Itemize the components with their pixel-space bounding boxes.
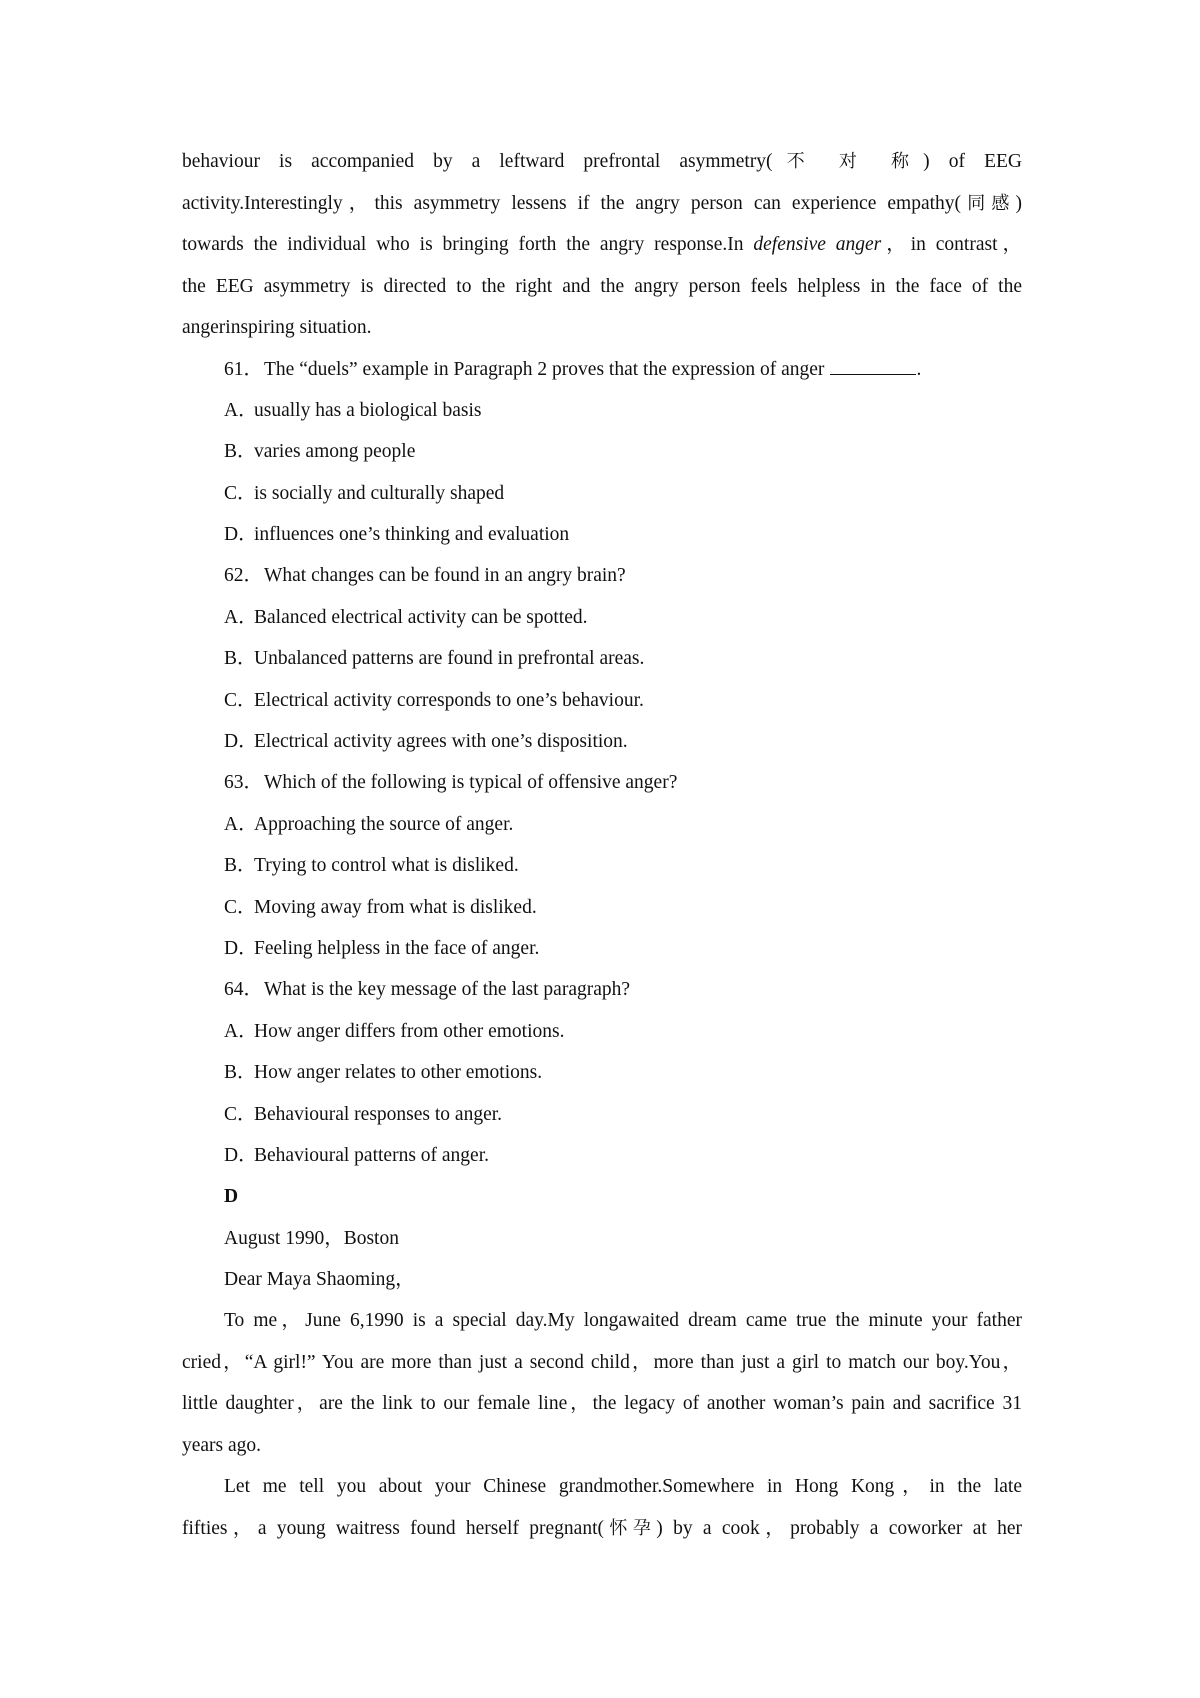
page-content xyxy=(182,141,1022,1549)
option-a: A．Approaching the source of anger. xyxy=(224,813,514,835)
option-b: B．Trying to control what is disliked. xyxy=(224,855,519,877)
question-stem: 61．The “duels” example in Paragraph 2 proves that the expression of anger . xyxy=(224,358,922,380)
question-stem: 64．What is the key message of the last paragraph? xyxy=(224,979,631,1001)
option-b: B．How anger relates to other emotions. xyxy=(224,1062,543,1084)
option-c: C．Moving away from what is disliked. xyxy=(224,896,537,918)
question-stem: 62．What changes can be found in an angry brain? xyxy=(224,565,626,587)
option-c: C．Electrical activity corresponds to one’s behaviour. xyxy=(224,689,644,711)
emphasis-text: defensive anger xyxy=(753,234,882,255)
passage-d xyxy=(182,1176,1022,1549)
paragraph-line: years ago. xyxy=(182,1434,262,1456)
passage-c-tail xyxy=(182,141,1022,349)
paragraph-line: little daughter，are the link to our female line，the legacy of another woman’s pain and sacrifice 31 xyxy=(182,1393,1022,1415)
question-61 xyxy=(182,349,1022,556)
option-b: B．varies among people xyxy=(224,441,416,463)
section-label: D xyxy=(224,1186,239,1208)
paragraph-line: Let me tell you about your Chinese grandmother.Somewhere in Hong Kong，in the late xyxy=(224,1476,1022,1498)
question-stem: 63．Which of the following is typical of offensive anger? xyxy=(224,772,678,794)
option-b: B．Unbalanced patterns are found in prefrontal areas. xyxy=(224,648,645,670)
paragraph-line: angerinspiring situation. xyxy=(182,317,372,338)
paragraph-line: activity.Interestingly，this asymmetry lessens if the angry person can experience empathy(同感) xyxy=(182,192,1023,214)
answer-blank xyxy=(830,358,916,375)
option-a: A．Balanced electrical activity can be spotted. xyxy=(224,606,588,628)
option-a: A．How anger differs from other emotions. xyxy=(224,1020,565,1042)
option-d: D．Feeling helpless in the face of anger. xyxy=(224,937,540,959)
paragraph-line: To me，June 6,1990 is a special day.My longawaited dream came true the minute your father xyxy=(224,1310,1022,1332)
option-d: D．influences one’s thinking and evaluation xyxy=(224,524,570,546)
option-d: D．Behavioural patterns of anger. xyxy=(224,1144,489,1166)
option-d: D．Electrical activity agrees with one’s disposition. xyxy=(224,731,628,753)
letter-dateline: August 1990，Boston xyxy=(224,1227,399,1249)
paragraph-line: cried，“A girl!” You are more than just a second child，more than just a girl to match our boy.You， xyxy=(182,1351,1022,1373)
option-c: C．Behavioural responses to anger. xyxy=(224,1103,503,1125)
question-63 xyxy=(182,762,1022,969)
paragraph-line: towards the individual who is bringing forth the angry response.In defensive anger，in contrast， xyxy=(182,234,1022,255)
paragraph-line: the EEG asymmetry is directed to the right and the angry person feels helpless in the face of the xyxy=(182,275,1022,297)
letter-salutation: Dear Maya Shaoming， xyxy=(224,1269,415,1291)
question-64 xyxy=(182,969,1022,1176)
option-a: A．usually has a biological basis xyxy=(224,399,482,421)
question-62 xyxy=(182,555,1022,762)
paragraph-line: behaviour is accompanied by a leftward prefrontal asymmetry(不 对 称) of EEG xyxy=(182,151,1022,172)
option-c: C．is socially and culturally shaped xyxy=(224,482,505,504)
paragraph-line: fifties，a young waitress found herself pregnant(怀孕) by a cook，probably a coworker at her xyxy=(182,1517,1022,1539)
